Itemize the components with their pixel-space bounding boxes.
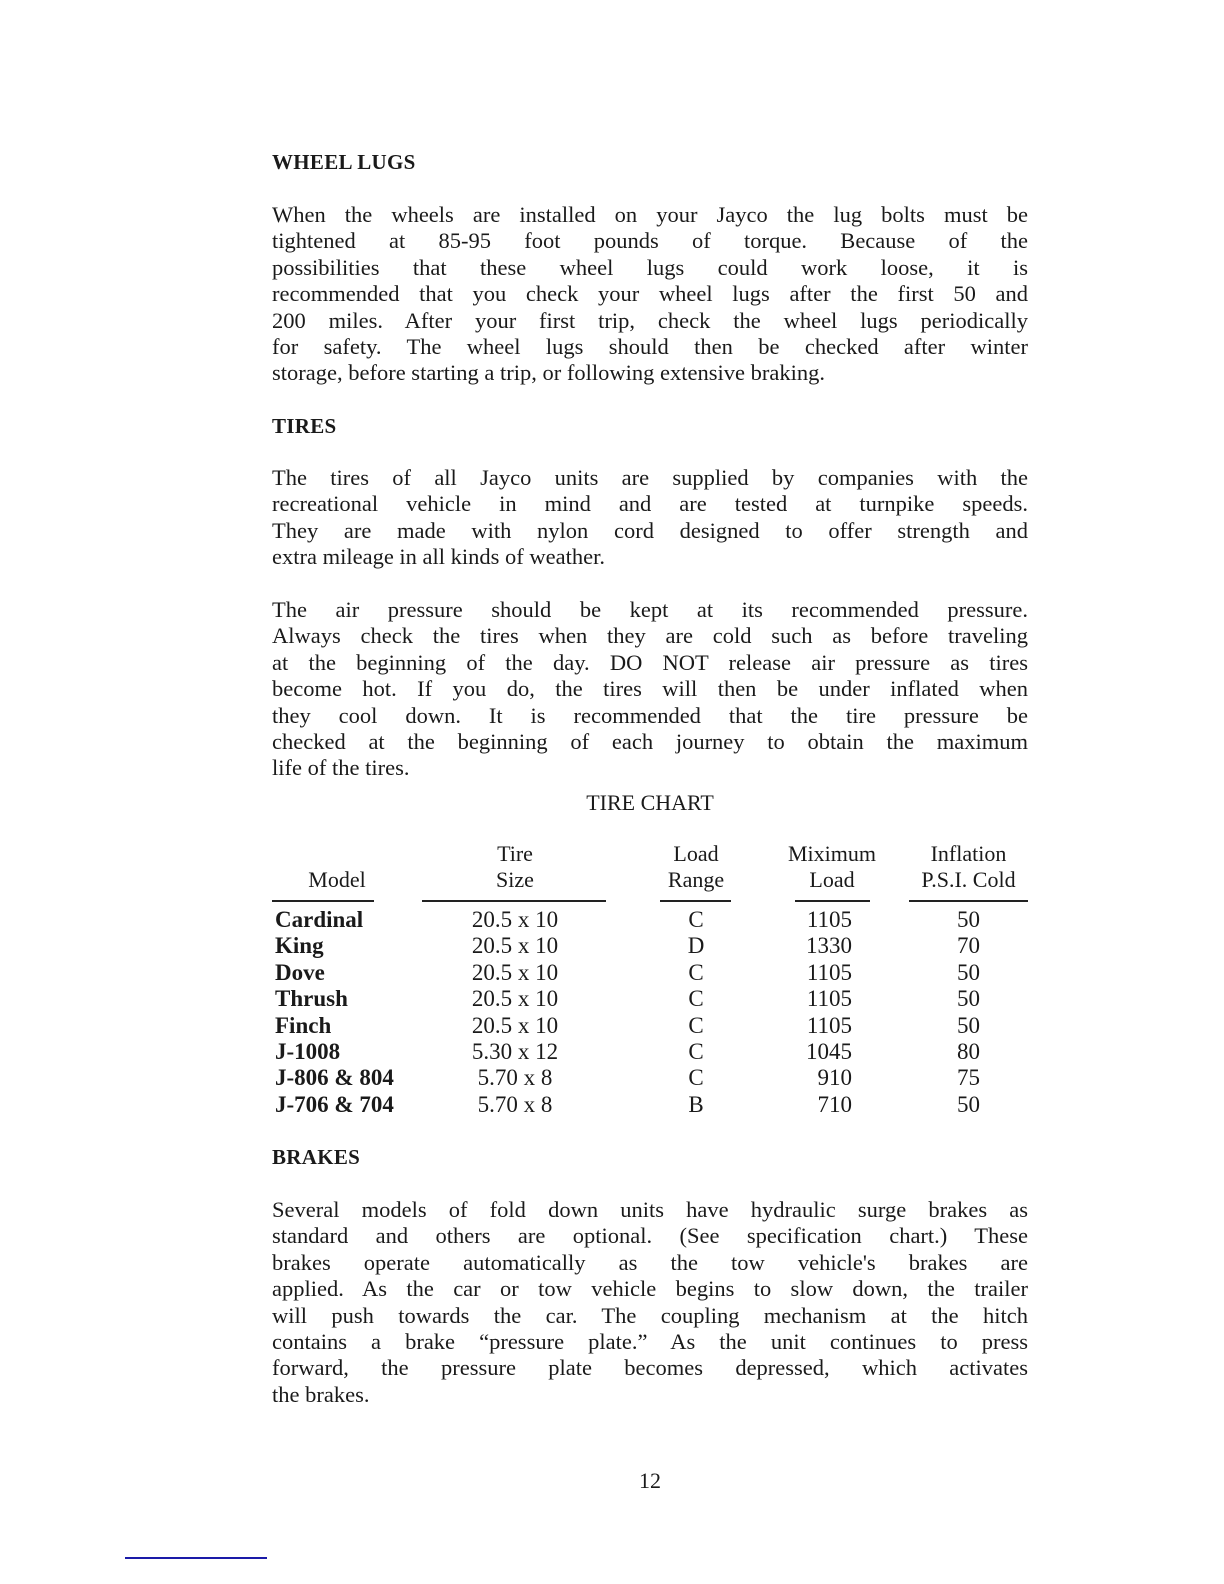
table-cell: 20.5 x 10 (471, 959, 559, 985)
text-line: applied. As the car or tow vehicle begins to slow down, the trailer (272, 1276, 1028, 1302)
paragraph-tires-1 (272, 465, 1028, 571)
text-line: possibilities that these wheel lugs could work loose, it is (272, 254, 1028, 280)
table-cell: 1105 (806, 1012, 852, 1038)
table-cell: 5.30 x 12 (471, 1038, 559, 1064)
table-cell: D (687, 933, 705, 959)
paragraph-brakes (272, 1197, 1028, 1408)
header-rule (909, 900, 1028, 902)
column-load-range (646, 907, 746, 1118)
paragraph-wheel-lugs (272, 202, 1028, 387)
header-text: Load (809, 867, 855, 893)
text-line: become hot. If you do, the tires will then be under inflated when (272, 676, 1028, 702)
table-cell: C (688, 1065, 704, 1091)
table-cell: 50 (957, 1012, 980, 1038)
table-cell: 75 (957, 1065, 980, 1091)
header-rule (272, 900, 374, 902)
table-cell: 1105 (806, 986, 852, 1012)
text-line: storage, before starting a trip, or following extensive braking. (272, 360, 825, 386)
header-text (262, 841, 412, 867)
text-line: checked at the beginning of each journey to obtain the maximum (272, 728, 1028, 754)
header-rule (795, 900, 870, 902)
section-heading-tires: TIRES (272, 414, 337, 438)
header-text: Model (308, 867, 366, 893)
text-line: They are made with nylon cord designed to offer strength and (272, 517, 1028, 543)
table-cell: 5.70 x 8 (477, 1065, 553, 1091)
table-cell: C (688, 986, 704, 1012)
table-cell: 20.5 x 10 (471, 986, 559, 1012)
header-text: Miximum (787, 841, 876, 866)
text-line: forward, the pressure plate becomes depressed, which activates (272, 1355, 1028, 1381)
header-rule (660, 900, 731, 902)
text-line: recreational vehicle in mind and are tested at turnpike speeds. (272, 491, 1028, 517)
table-cell: 20.5 x 10 (471, 933, 559, 959)
text-line: When the wheels are installed on your Jayco the lug bolts must be (272, 202, 1028, 227)
table-cell: C (688, 907, 704, 932)
table-cell: 1105 (806, 907, 852, 932)
table-cell: 50 (957, 907, 980, 932)
table-cell: 20.5 x 10 (471, 907, 559, 932)
section-heading-brakes: BRAKES (272, 1145, 361, 1169)
header-text: Size (496, 867, 534, 893)
text-line: contains a brake “pressure plate.” As the unit continues to press (272, 1328, 1028, 1354)
header-rule (422, 900, 606, 902)
table-cell: 50 (957, 986, 980, 1012)
text-line: Always check the tires when they are cold such as before traveling (272, 623, 1028, 649)
table-cell: 50 (957, 959, 980, 985)
text-line: Several models of fold down units have hydraulic surge brakes as (272, 1197, 1028, 1222)
table-cell: C (688, 1012, 704, 1038)
table-cell: J-706 & 704 (275, 1091, 394, 1117)
table-cell: 1045 (806, 1038, 852, 1064)
table-cell: 70 (957, 933, 980, 959)
text-line: recommended that you check your wheel lugs after the first 50 and (272, 281, 1028, 307)
text-line: for safety. The wheel lugs should then be checked after winter (272, 333, 1028, 359)
text-line: tightened at 85-95 foot pounds of torque. Because of the (272, 228, 1028, 254)
column-header-load-range (646, 841, 746, 894)
table-cell: B (688, 1091, 704, 1117)
header-text: Range (667, 867, 725, 893)
table-cell: 710 (817, 1091, 852, 1117)
text-line: The air pressure should be kept at its recommended pressure. (272, 597, 1028, 622)
table-cell: Finch (275, 1012, 332, 1038)
table-cell: 50 (957, 1091, 980, 1117)
table-cell: Thrush (275, 986, 348, 1012)
text-line: at the beginning of the day. DO NOT release air pressure as tires (272, 649, 1028, 675)
table-cell: King (275, 933, 324, 959)
text-line: brakes operate automatically as the tow vehicle's brakes are (272, 1249, 1028, 1275)
text-line: extra mileage in all kinds of weather. (272, 544, 606, 570)
text-line: life of the tires. (272, 755, 410, 781)
table-cell: 5.70 x 8 (477, 1091, 553, 1117)
text-line: The tires of all Jayco units are supplied by companies with the (272, 465, 1028, 490)
table-cell: J-1008 (275, 1038, 341, 1064)
header-text: Load (673, 841, 719, 866)
header-text: P.S.I. Cold (921, 867, 1016, 893)
footer-rule (125, 1557, 267, 1559)
page-number: 12 (639, 1468, 661, 1493)
column-tire-size (423, 907, 607, 1118)
table-cell: Dove (275, 959, 325, 985)
tire-chart-title: TIRE CHART (586, 790, 714, 815)
table-cell: J-806 & 804 (275, 1065, 394, 1091)
table-cell: 80 (957, 1038, 980, 1064)
text-line: 200 miles. After your first trip, check the wheel lugs periodically (272, 307, 1028, 333)
text-line: the brakes. (272, 1381, 370, 1407)
column-header-model (262, 841, 412, 894)
column-header-inflation (905, 841, 1032, 894)
column-header-tire-size (423, 841, 607, 894)
table-cell: Cardinal (275, 907, 364, 932)
table-cell: 20.5 x 10 (471, 1012, 559, 1038)
column-inflation (905, 907, 1032, 1118)
header-text: Tire (497, 841, 533, 866)
table-cell: C (688, 959, 704, 985)
column-model (275, 907, 425, 1118)
table-cell: 1330 (806, 933, 852, 959)
paragraph-tires-2 (272, 597, 1028, 782)
table-cell: C (688, 1038, 704, 1064)
text-line: will push towards the car. The coupling mechanism at the hitch (272, 1302, 1028, 1328)
column-maximum-load (772, 907, 892, 1118)
table-cell: 1105 (806, 959, 852, 985)
column-header-maximum-load (772, 841, 892, 894)
header-text: Inflation (930, 841, 1007, 866)
text-line: standard and others are optional. (See specification chart.) These (272, 1223, 1028, 1249)
table-cell: 910 (817, 1065, 852, 1091)
text-line: they cool down. It is recommended that the tire pressure be (272, 702, 1028, 728)
section-heading-wheel-lugs: WHEEL LUGS (272, 150, 416, 174)
